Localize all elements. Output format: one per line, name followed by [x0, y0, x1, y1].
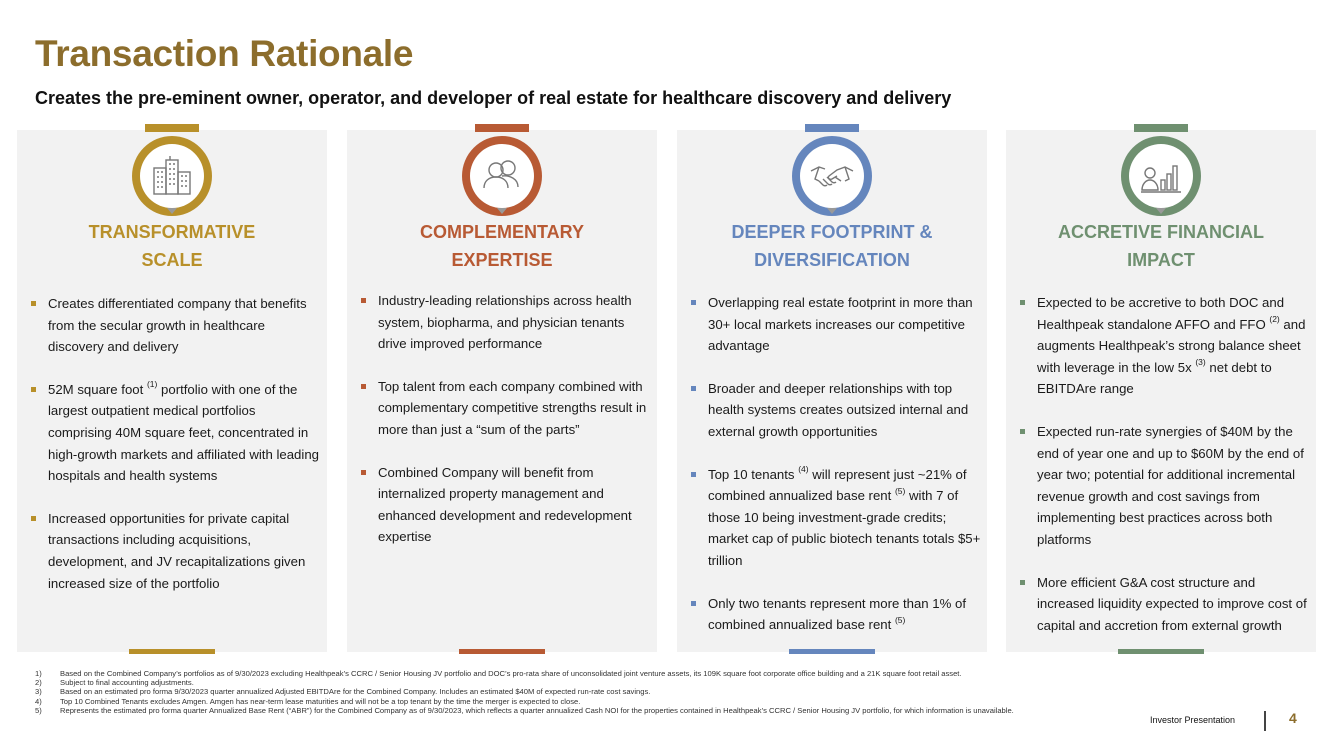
bullet-item: Expected to be accretive to both DOC and Healthpeak standalone AFFO and FFO $^{(2)}$ and augments Healthpeak’s strong balance sheet with leverage in the low 5x $^{(3)}$ net debt to EBITDAre range [1020, 292, 1310, 400]
page-number: 4 [1289, 710, 1297, 726]
column-bottom-bar [459, 649, 545, 654]
column-heading: TRANSFORMATIVE SCALE [88, 222, 256, 270]
column-heading: ACCRETIVE FINANCIAL IMPACT [1058, 222, 1264, 270]
footer-divider [1264, 711, 1266, 731]
column-top-bar [1134, 124, 1188, 132]
bullet-item: Only two tenants represent more than 1% of combined annualized base rent $^{(5)}$ [691, 593, 981, 636]
icon-circle [132, 136, 212, 216]
footnote: 2) Subject to final accounting adjustments. [35, 678, 194, 688]
footnote: 3) Based on an estimated pro forma 9/30/2023 quarter annualized Adjusted EBITDAre for the Combined Company. Includes an estimated $40M of expected run-rate cost savings. [35, 687, 651, 697]
page-subtitle: Creates the pre-eminent owner, operator, and developer of real estate for healthcare discovery and delivery [35, 88, 952, 108]
icon-circle [462, 136, 542, 216]
bullet-list [1020, 292, 1310, 657]
bullet-item: Broader and deeper relationships with top health systems creates outsized internal and external growth opportunities [691, 378, 981, 443]
column-top-bar [475, 124, 529, 132]
icon-circle [1121, 136, 1201, 216]
column-bottom-bar [129, 649, 215, 654]
footnote: 1) Based on the Combined Company’s portfolios as of 9/30/2023 excluding Healthpeak’s CCRC / Senior Housing JV portfolio and DOC’s pro-rata share of unconsolidated joint venture assets, its 109K square foot corporate office building and a 21K square foot retail asset. [35, 669, 962, 678]
bullet-item: More efficient G&A cost structure and increased liquidity expected to improve cost of capital and accretion from external growth [1020, 572, 1310, 637]
bullet-item: 52M square foot $^{(1)}$ portfolio with one of the largest outpatient medical portfolios comprising 40M square feet, concentrated in high-growth markets and affiliated with leading hospitals and health systems [31, 379, 321, 487]
column-transformative-scale [17, 130, 327, 652]
footnotes [35, 669, 1145, 715]
growth-chart-icon [1139, 154, 1183, 198]
buildings-icon [150, 154, 194, 198]
column-heading: COMPLEMENTARY EXPERTISE [420, 222, 584, 270]
pointer-caret [827, 208, 837, 214]
column-bottom-bar [1118, 649, 1204, 654]
footnote: 4) Top 10 Combined Tenants excludes Amgen. Amgen has near-term lease maturities and will not be a top tenant by the time the merger is expected to close. [35, 696, 581, 706]
bullet-item: Top talent from each company combined with complementary competitive strengths result in more than just a “sum of the parts” [361, 376, 651, 441]
column-bottom-bar [789, 649, 875, 654]
column-deeper-footprint [677, 130, 987, 652]
icon-circle [792, 136, 872, 216]
column-top-bar [805, 124, 859, 132]
bullet-item: Expected run-rate synergies of $40M by the end of year one and up to $60M by the end of year two; potential for additional incremental revenue growth and cost savings from implementing best practices across both platforms [1020, 421, 1310, 551]
footnote: 5) Represents the estimated pro forma quarter Annualized Base Rent (“ABR”) for the Combined Company as of 9/30/2023, which reflects a quarter annualized Cash NOI for the properties contained in Healthpeak’s CCRC / Senior Housing JV portfolio, for which information is unavailable. [35, 705, 1014, 715]
page-title: Transaction Rationale [35, 33, 414, 74]
pointer-caret [497, 208, 507, 214]
handshake-icon [809, 153, 855, 199]
column-accretive-financial [1006, 130, 1316, 652]
bullet-list [31, 293, 321, 615]
bullet-item: Top 10 tenants $^{(4)}$ will represent just ~21% of combined annualized base rent $^{(5)}$ with 7 of those 10 being investment-grade credits; market cap of public biotech tenants totals $5+ trillion [691, 464, 981, 572]
bullet-item: Overlapping real estate footprint in more than 30+ local markets increases our competitive advantage [691, 292, 981, 357]
bullet-list [361, 290, 651, 569]
column-complementary-expertise [347, 130, 657, 652]
footer-label: Investor Presentation [1150, 715, 1236, 725]
pointer-caret [1156, 208, 1166, 214]
people-icon [480, 154, 524, 198]
bullet-item: Increased opportunities for private capital transactions including acquisitions, development, and JV recapitalizations given increased size of the portfolio [31, 508, 321, 594]
pointer-caret [167, 208, 177, 214]
column-heading: DEEPER FOOTPRINT & DIVERSIFICATION [731, 222, 933, 270]
bullet-item: Combined Company will benefit from internalized property management and enhanced development and redevelopment expertise [361, 462, 651, 548]
bullet-item: Creates differentiated company that benefits from the secular growth in healthcare discovery and delivery [31, 293, 321, 358]
bullet-list [691, 292, 981, 657]
bullet-item: Industry-leading relationships across health system, biopharma, and physician tenants drive improved performance [361, 290, 651, 355]
column-top-bar [145, 124, 199, 132]
